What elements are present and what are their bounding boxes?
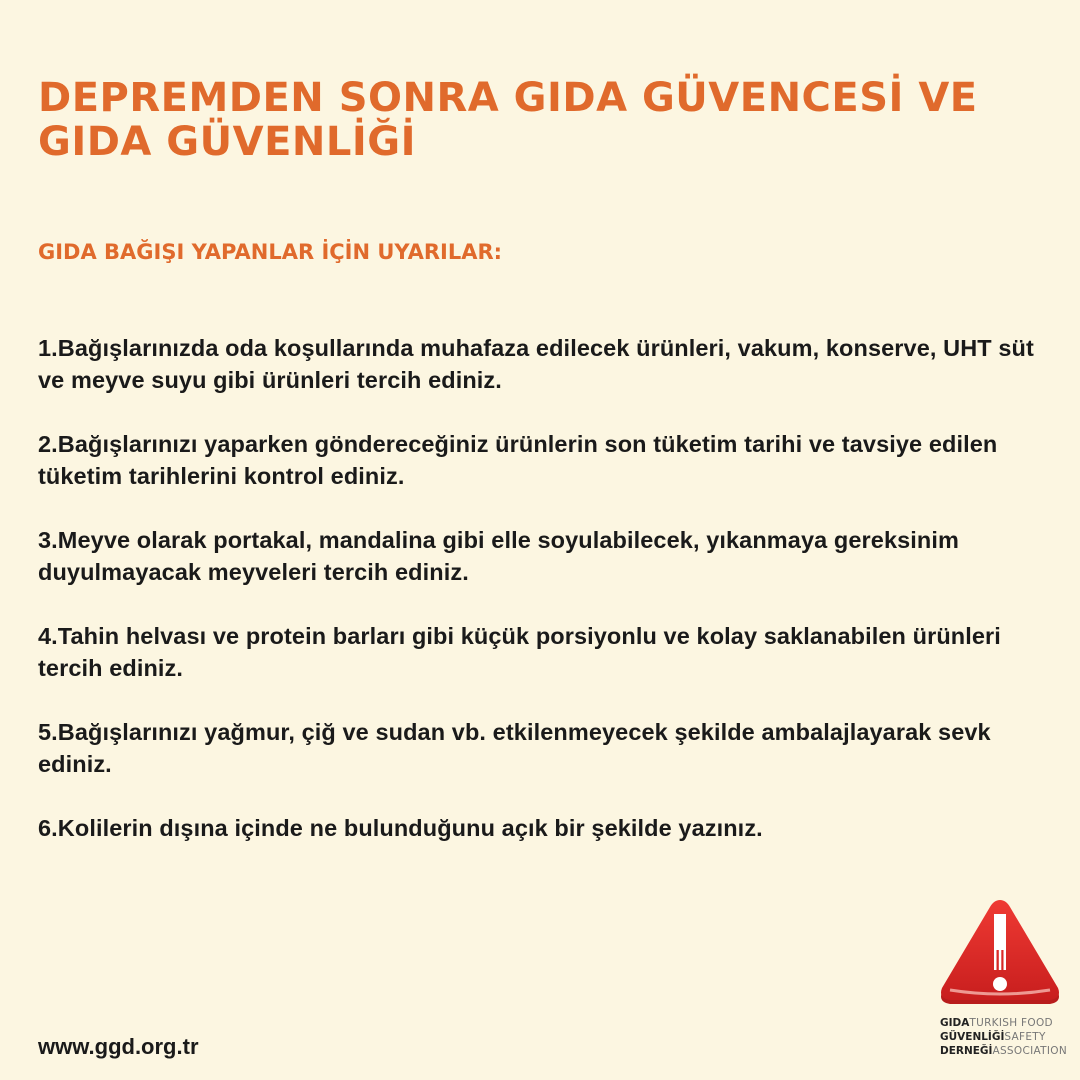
- logo: [930, 898, 1070, 1068]
- logo-text: GIDATURKISH FOOD GÜVENLİĞİSAFETY DERNEĞİASSOCIATION: [940, 1017, 1067, 1057]
- list-item: 6.Kolilerin dışına içinde ne bulunduğunu açık bir şekilde yazınız.: [38, 815, 763, 841]
- warning-list: [38, 332, 1048, 876]
- warning-triangle-fork-icon: [936, 898, 1064, 1010]
- list-item: 1.Bağışlarınızda oda koşullarında muhafaza edilecek ürünleri, vakum, konserve, UHT süt ve meyve suyu gibi ürünleri tercih ediniz.: [38, 335, 1034, 393]
- page-title: [38, 76, 1038, 164]
- title-line-2: GIDA GÜVENLİĞİ: [38, 119, 416, 165]
- website-link[interactable]: www.ggd.org.tr: [38, 1034, 199, 1059]
- list-item: 2.Bağışlarınızı yaparken göndereceğiniz ürünlerin son tüketim tarihi ve tavsiye edilen tüketim tarihlerini kontrol ediniz.: [38, 431, 998, 489]
- list-item: 4.Tahin helvası ve protein barları gibi küçük porsiyonlu ve kolay saklanabilen ürünleri tercih ediniz.: [38, 623, 1001, 681]
- list-item: 5.Bağışlarınızı yağmur, çiğ ve sudan vb. etkilenmeyecek şekilde ambalajlayarak sevk ediniz.: [38, 719, 991, 777]
- title-line-1: DEPREMDEN SONRA GIDA GÜVENCESİ VE: [38, 75, 978, 121]
- section-subtitle: GIDA BAĞIŞI YAPANLAR İÇİN UYARILAR:: [38, 240, 503, 264]
- list-item: 3.Meyve olarak portakal, mandalina gibi elle soyulabilecek, yıkanmaya gereksinim duyulmayacak meyveleri tercih ediniz.: [38, 527, 960, 585]
